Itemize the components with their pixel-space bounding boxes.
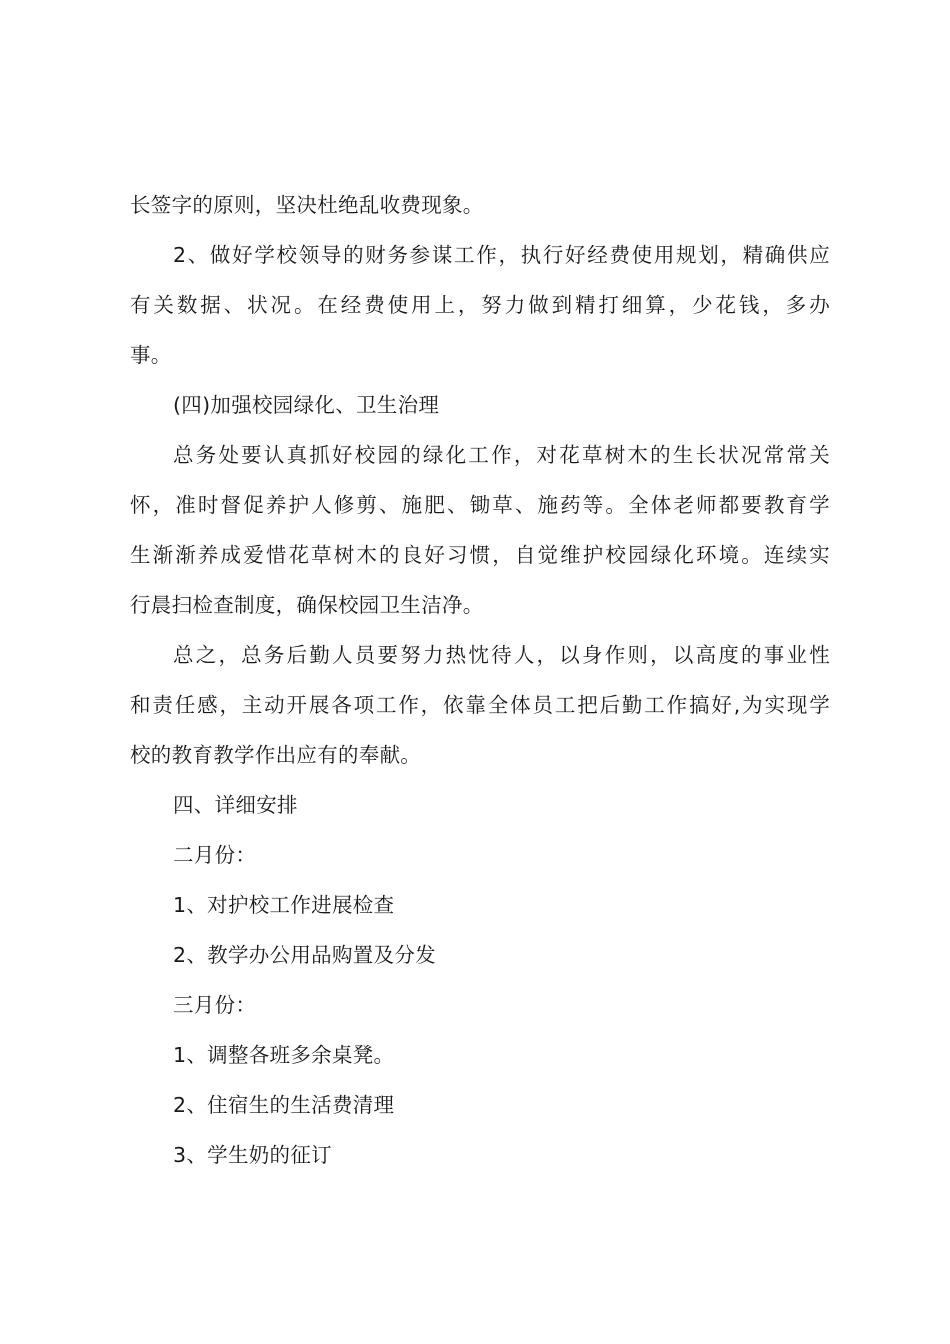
paragraph-line: 2、做好学校领导的财务参谋工作，执行好经费使用规划，精确供应: [173, 243, 830, 267]
list-item: 1、对护校工作进展检查: [173, 893, 395, 917]
paragraph-line: 总之，总务后勤人员要努力热忱待人，以身作则，以高度的事业性: [173, 643, 830, 667]
paragraph-line: 总务处要认真抓好校园的绿化工作，对花草树木的生长状况常常关: [173, 443, 830, 467]
paragraph-line: 生渐渐养成爱惜花草树木的良好习惯，自觉维护校园绿化环境。连续实: [130, 543, 830, 567]
list-item: 1、调整各班多余桌凳。: [173, 1043, 395, 1067]
paragraph-line: 行晨扫检查制度，确保校园卫生洁净。: [130, 593, 484, 617]
list-item: 3、学生奶的征订: [173, 1143, 332, 1167]
paragraph-line: 校的教育教学作出应有的奉献。: [130, 743, 422, 767]
section-heading: 四、详细安排: [173, 793, 298, 817]
list-item: 2、住宿生的生活费清理: [173, 1093, 395, 1117]
month-heading: 二月份：: [173, 843, 257, 867]
paragraph-line: 和责任感，主动开展各项工作，依靠全体员工把后勤工作搞好,为实现学: [130, 693, 830, 717]
list-item: 2、教学办公用品购置及分发: [173, 943, 436, 967]
document-body: [130, 180, 830, 1180]
paragraph-line: 怀，准时督促养护人修剪、施肥、锄草、施药等。全体老师都要教育学: [130, 493, 830, 517]
month-heading: 三月份：: [173, 993, 257, 1017]
section-heading: (四)加强校园绿化、卫生治理: [173, 393, 440, 417]
paragraph-line: 事。: [130, 343, 172, 367]
paragraph-line: 长签字的原则，坚决杜绝乱收费现象。: [130, 193, 484, 217]
paragraph-line: 有关数据、状况。在经费使用上，努力做到精打细算，少花钱，多办: [130, 293, 830, 317]
